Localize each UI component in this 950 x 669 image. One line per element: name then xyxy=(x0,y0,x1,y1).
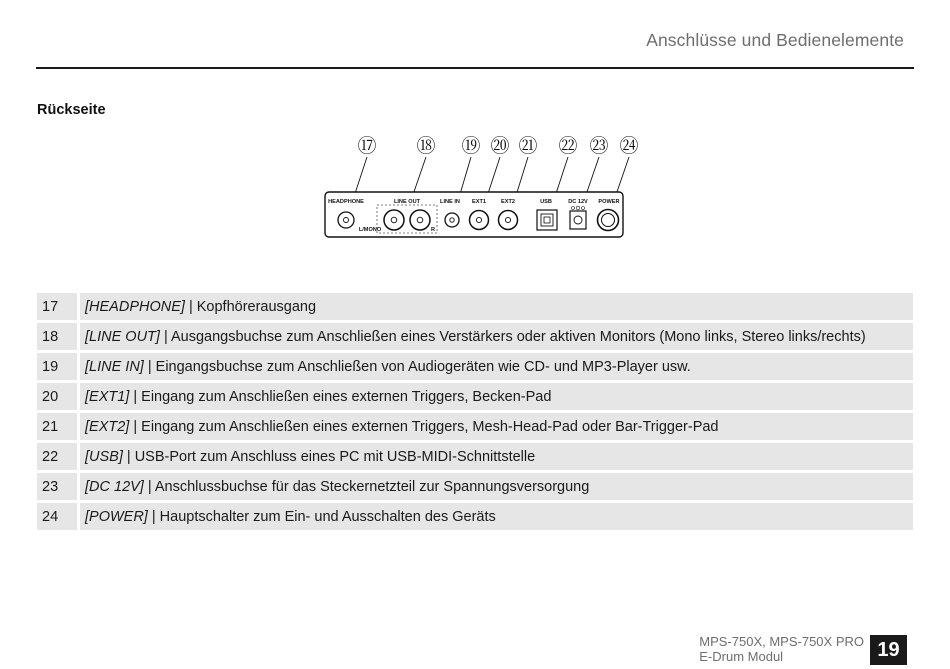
row-description xyxy=(80,353,913,380)
row-description xyxy=(80,443,913,470)
row-number: 22 xyxy=(37,443,77,470)
label-usb: USB xyxy=(540,199,552,205)
row-term: [EXT2] xyxy=(85,418,130,435)
row-term: [HEADPHONE] xyxy=(85,298,185,315)
row-text: | Eingang zum Anschließen eines externen Triggers, Mesh-Head-Pad oder Bar-Trigger-Pad xyxy=(129,418,719,435)
callout-19: ⑲ xyxy=(461,136,481,157)
row-description xyxy=(80,383,913,410)
page-header-title: Anschlüsse und Bedienelemente xyxy=(646,30,904,50)
callout-20: ⑳ xyxy=(490,136,510,157)
table-row xyxy=(37,473,913,500)
table-row xyxy=(37,353,913,380)
label-headphone: HEADPHONE xyxy=(328,199,364,205)
power-switch xyxy=(598,210,619,231)
table-row xyxy=(37,293,913,320)
label-l-mono: L/MONO xyxy=(358,227,382,233)
callout-23: ㉓ xyxy=(589,136,609,157)
table-row xyxy=(37,443,913,470)
row-number: 17 xyxy=(37,293,77,320)
label-ext2: EXT2 xyxy=(501,199,515,205)
table-row xyxy=(37,503,913,530)
callout-24: ㉔ xyxy=(619,136,639,157)
footer-model-info xyxy=(699,634,864,664)
row-description xyxy=(80,323,913,350)
section-heading: Rückseite xyxy=(37,102,106,118)
callout-21: ㉑ xyxy=(518,136,538,157)
callout-22: ㉒ xyxy=(558,136,578,157)
ext2-jack xyxy=(499,211,518,230)
rear-panel-diagram xyxy=(316,130,639,245)
row-text: | Ausgangsbuchse zum Anschließen eines Verstärkers oder aktiven Monitors (Mono links, Stereo links/rechts) xyxy=(159,328,866,345)
row-number: 18 xyxy=(37,323,77,350)
callout-17: ⑰ xyxy=(357,136,377,157)
row-number: 21 xyxy=(37,413,77,440)
row-number: 19 xyxy=(37,353,77,380)
line-in-jack xyxy=(445,213,459,227)
row-description xyxy=(80,413,913,440)
table-row xyxy=(37,413,913,440)
table-row xyxy=(37,323,913,350)
label-r: R xyxy=(430,227,436,233)
connector-table xyxy=(37,293,913,533)
label-line-out: LINE OUT xyxy=(393,199,421,205)
footer-model: MPS-750X, MPS-750X PRO xyxy=(699,634,864,649)
row-term: [DC 12V] xyxy=(85,478,144,495)
row-term: [LINE OUT] xyxy=(85,328,160,345)
dc-12v-socket xyxy=(570,211,586,229)
row-term: [USB] xyxy=(85,448,123,465)
label-dc: DC 12V xyxy=(568,199,588,205)
row-term: [EXT1] xyxy=(85,388,130,405)
row-number: 20 xyxy=(37,383,77,410)
page-number: 19 xyxy=(870,635,907,665)
row-text: | Eingangsbuchse zum Anschließen von Audiogeräten wie CD- und MP3-Player usw. xyxy=(143,358,691,375)
row-term: [LINE IN] xyxy=(85,358,144,375)
row-term: [POWER] xyxy=(85,508,148,525)
label-ext1: EXT1 xyxy=(472,199,486,205)
ext1-jack xyxy=(470,211,489,230)
row-number: 23 xyxy=(37,473,77,500)
row-text: | Hauptschalter zum Ein- und Ausschalten des Geräts xyxy=(147,508,496,525)
label-line-in: LINE IN xyxy=(440,199,460,205)
table-row xyxy=(37,383,913,410)
footer-product: E-Drum Modul xyxy=(699,649,784,664)
row-text: | Anschlussbuchse für das Steckernetzteil zur Spannungsversorgung xyxy=(143,478,590,495)
row-description xyxy=(80,473,913,500)
label-power: POWER xyxy=(598,199,620,205)
usb-port xyxy=(537,210,557,230)
callout-18: ⑱ xyxy=(416,136,436,157)
row-text: | Kopfhörerausgang xyxy=(184,298,317,315)
row-text: | USB-Port zum Anschluss eines PC mit USB-MIDI-Schnittstelle xyxy=(122,448,536,465)
row-text: | Eingang zum Anschließen eines externen Triggers, Becken-Pad xyxy=(129,388,552,405)
row-number: 24 xyxy=(37,503,77,530)
row-description xyxy=(80,293,913,320)
header-divider xyxy=(36,67,914,69)
headphone-jack xyxy=(338,212,354,228)
row-description xyxy=(80,503,913,530)
